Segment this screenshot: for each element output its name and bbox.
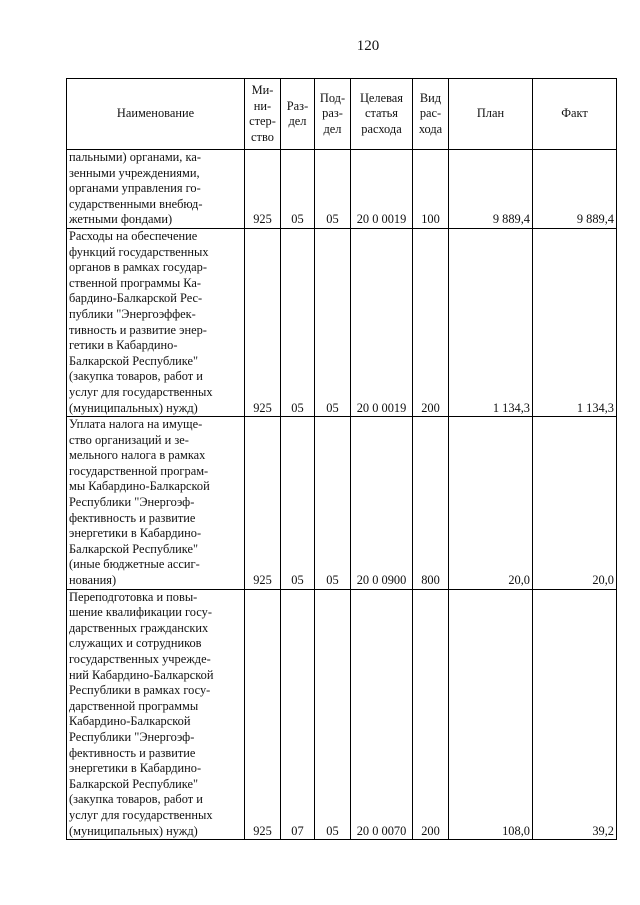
row-ministry: 925 (245, 228, 281, 416)
header-target: Целевая статья расхода (351, 79, 413, 150)
header-ministry: Ми- ни- стер- ство (245, 79, 281, 150)
table-body (67, 150, 617, 840)
row-name (67, 589, 245, 840)
page-number: 120 (356, 38, 380, 54)
header-plan: План (449, 79, 533, 150)
table-row (67, 589, 617, 840)
header-row (67, 79, 617, 150)
row-name-line: функций государственных (69, 244, 209, 259)
row-name-line: Кабардино-Балкарской (69, 714, 191, 729)
row-name-line: услуг для государственных (69, 384, 213, 399)
row-name-line: фективность и развитие (69, 510, 196, 525)
row-name-line: Балкарской Республике" (69, 353, 199, 368)
row-name-line: ственной программы Ка- (69, 275, 202, 290)
row-name-line: услуг для государственных (69, 807, 213, 822)
row-name-line: гетики в Кабардино- (69, 338, 178, 353)
row-name-line: ство организаций и зе- (69, 432, 189, 447)
table-row (67, 228, 617, 416)
row-ministry: 925 (245, 589, 281, 840)
row-name (67, 228, 245, 416)
row-fact: 9 889,4 (533, 150, 617, 229)
row-subsection: 05 (315, 150, 351, 229)
row-name-line: жетными фондами) (69, 212, 173, 227)
row-name-line: Балкарской Республике" (69, 776, 199, 791)
row-name (67, 417, 245, 590)
row-name-line: Республики "Энергоэф- (69, 495, 195, 510)
row-name-line: государственной програм- (69, 463, 209, 478)
row-name-line: публики "Энергоэффек- (69, 306, 196, 321)
row-name-line: (иные бюджетные ассиг- (69, 557, 200, 572)
row-name-line: мельного налога в рамках (69, 448, 206, 463)
row-target: 20 0 0070 (351, 589, 413, 840)
row-name-line: тивность и развитие энер- (69, 322, 207, 337)
row-fact: 20,0 (533, 417, 617, 590)
row-name-line: (муниципальных) нужд) (69, 400, 198, 415)
row-name-line: (закупка товаров, работ и (69, 369, 203, 384)
row-name-line: Переподготовка и повы- (69, 589, 198, 604)
row-name-line: Балкарской Республике" (69, 541, 199, 556)
row-name-line: Республики в рамках госу- (69, 683, 211, 698)
row-name (67, 150, 245, 229)
row-ministry: 925 (245, 417, 281, 590)
row-plan: 1 134,3 (449, 228, 533, 416)
row-name-line: сударственными внебюд- (69, 196, 203, 211)
row-type: 200 (413, 228, 449, 416)
row-section: 05 (281, 228, 315, 416)
row-target: 20 0 0019 (351, 150, 413, 229)
header-type: Вид рас- хода (413, 79, 449, 150)
table-row (67, 150, 617, 229)
row-name-line: органов в рамках государ- (69, 260, 208, 275)
row-name-line: энергетики в Кабардино- (69, 526, 202, 541)
row-plan: 20,0 (449, 417, 533, 590)
row-name-line: (муниципальных) нужд) (69, 823, 198, 838)
row-target: 20 0 0900 (351, 417, 413, 590)
row-name-line: государственных учрежде- (69, 652, 211, 666)
row-type: 800 (413, 417, 449, 590)
row-subsection: 05 (315, 589, 351, 840)
row-name-line: Расходы на обеспечение (69, 228, 198, 243)
row-name-line: мы Кабардино-Балкарской (69, 479, 210, 494)
header-section: Раз- дел (281, 79, 315, 150)
row-fact: 1 134,3 (533, 228, 617, 416)
row-name-line: Республики "Энергоэф- (69, 729, 195, 744)
row-name-line: Уплата налога на имуще- (69, 417, 203, 432)
row-type: 100 (413, 150, 449, 229)
row-section: 07 (281, 589, 315, 840)
row-name-line: нования) (69, 573, 117, 588)
row-fact: 39,2 (533, 589, 617, 840)
row-subsection: 05 (315, 228, 351, 416)
row-name-line: энергетики в Кабардино- (69, 761, 202, 776)
header-subsection: Под- раз- дел (315, 79, 351, 150)
budget-table (66, 78, 617, 840)
header-name: Наименование (67, 79, 245, 150)
row-section: 05 (281, 417, 315, 590)
row-name-line: зенными учреждениями, (69, 165, 200, 180)
row-name-line: дарственных гражданских (69, 620, 209, 635)
row-name-line: фективность и развитие (69, 745, 196, 760)
row-name-line: (закупка товаров, работ и (69, 792, 203, 807)
row-section: 05 (281, 150, 315, 229)
row-ministry: 925 (245, 150, 281, 229)
header-fact: Факт (533, 79, 617, 150)
row-name-line: служащих и сотрудников (69, 636, 202, 651)
row-plan: 9 889,4 (449, 150, 533, 229)
row-subsection: 05 (315, 417, 351, 590)
row-name-line: пальными) органами, ка- (69, 150, 201, 164)
row-name-line: шение квалификации госу- (69, 605, 212, 620)
row-name-line: бардино-Балкарской Рес- (69, 291, 203, 306)
row-name-line: ний Кабардино-Балкарской (69, 667, 214, 682)
row-type: 200 (413, 589, 449, 840)
table-row (67, 417, 617, 590)
row-plan: 108,0 (449, 589, 533, 840)
row-name-line: органами управления го- (69, 181, 201, 196)
row-name-line: дарственной программы (69, 698, 199, 713)
row-target: 20 0 0019 (351, 228, 413, 416)
